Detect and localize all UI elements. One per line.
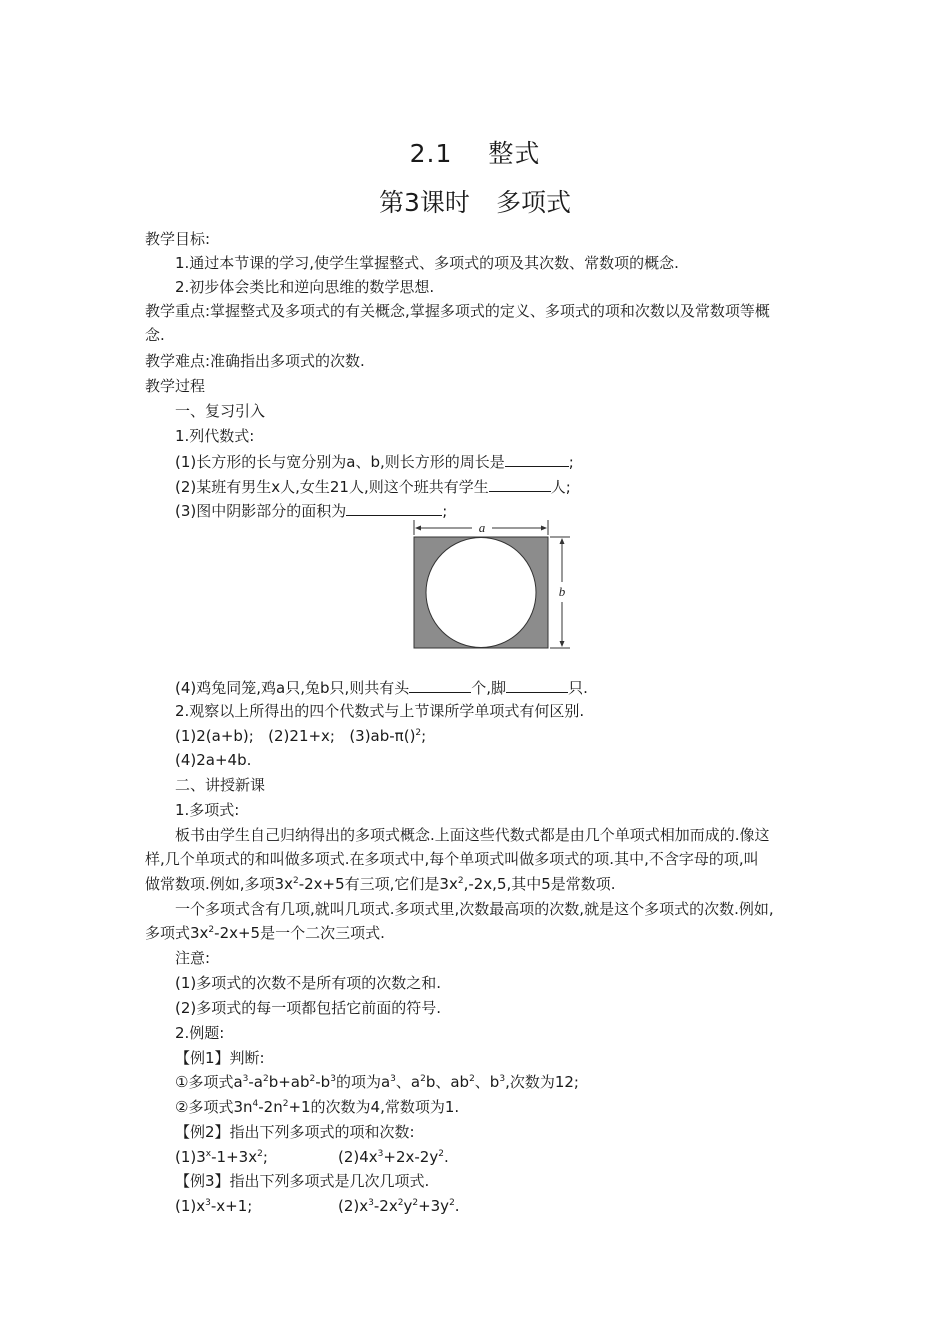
exponent: 2 (412, 1198, 419, 1208)
paragraph-line: 一个多项式含有几项,就叫几项式.多项式里,次数最高项的次数,就是这个多项式的次数.例如, (175, 900, 774, 918)
text-seg: -b (315, 1073, 331, 1091)
text-seg: (2)x (338, 1197, 369, 1215)
text-seg: (1)x (175, 1197, 206, 1215)
text-seg: ,-2x,5,其中5是常数项. (463, 875, 616, 893)
example2-label: 【例2】指出下列多项式的项和次数: (175, 1123, 415, 1141)
exponent: 4 (252, 1099, 259, 1109)
lesson-title (0, 183, 950, 219)
question-end: 只. (568, 679, 588, 697)
text-seg: -1+3x (211, 1148, 258, 1166)
text-seg: -x+1; (210, 1197, 253, 1215)
text-seg: 、b (474, 1073, 500, 1091)
text-seg: ,次数为12; (505, 1073, 579, 1091)
sub2-label: 2.例题: (175, 1024, 225, 1042)
exponent: 3 (499, 1074, 506, 1084)
exponent: 2 (438, 1149, 444, 1159)
label-b: b (558, 584, 566, 599)
text-seg: (2)4x (338, 1148, 378, 1166)
process-label: 教学过程 (145, 377, 206, 395)
text-seg: 多项式3x (145, 924, 209, 942)
exponent: x (205, 1149, 212, 1159)
text-seg: 做常数项.例如,多项3x (145, 875, 293, 893)
text-seg: ②多项式3n (175, 1098, 253, 1116)
answer-blank (346, 500, 442, 516)
q2-text: 2.观察以上所得出的四个代数式与上节课所学单项式有何区别. (175, 702, 585, 720)
question-line (175, 677, 588, 698)
section-number: 2.1 (409, 139, 453, 168)
question-text: (4)鸡兔同笼,鸡a只,兔b只,则共有头 (175, 679, 410, 697)
question-end: 人; (550, 478, 571, 496)
text-seg: +3y (418, 1197, 450, 1215)
exponent: 2 (262, 1074, 269, 1084)
example2-item (175, 1147, 268, 1167)
exponent: 2 (282, 1099, 289, 1109)
label-a: a (478, 520, 486, 535)
example1-item (175, 1097, 459, 1117)
circle-shape (426, 538, 536, 648)
answer-blank (505, 451, 569, 467)
part1-heading: 一、复习引入 (175, 402, 266, 420)
lesson-number: 第3课时 (379, 188, 470, 217)
example2-item (338, 1147, 449, 1167)
exponent: 2 (309, 1074, 316, 1084)
paragraph-line (145, 874, 616, 894)
example3-label: 【例3】指出下列多项式是几次几项式. (175, 1172, 430, 1190)
text-seg: b、ab (425, 1073, 470, 1091)
key-points-line: 教学重点:掌握整式及多项式的有关概念,掌握多项式的定义、多项式的项和次数以及常数项等概 (145, 302, 770, 320)
answer-end: ; (421, 727, 427, 745)
exponent: 2 (397, 1198, 404, 1208)
arrow-head (415, 526, 421, 531)
question-text: (3)图中阴影部分的面积为 (175, 502, 347, 520)
sub1-label: 1.多项式: (175, 801, 240, 819)
text-seg: -2x+5是一个二次三项式. (214, 924, 385, 942)
text-seg: 、a (395, 1073, 421, 1091)
exponent: 2 (292, 876, 299, 886)
paragraph-line: 板书由学生自己归纳得出的多项式概念.上面这些代数式都是由几个单项式相加而成的.像这 (175, 826, 770, 844)
question-line (175, 451, 574, 472)
exponent: 3 (377, 1149, 384, 1159)
exponent: 3 (368, 1198, 374, 1208)
text-seg: ①多项式a (175, 1073, 243, 1091)
text-seg: +2x-2y (383, 1148, 439, 1166)
answer-item: (2)21+x; (268, 727, 335, 745)
exponent: 2 (469, 1074, 475, 1084)
note-item: (2)多项式的每一项都包括它前面的符号. (175, 999, 442, 1017)
text-seg: -2x (373, 1197, 398, 1215)
text-seg: -2n (258, 1098, 283, 1116)
difficulty: 教学难点:准确指出多项式的次数. (145, 352, 365, 370)
answer-item: (3)ab-π() (349, 727, 416, 745)
question-line (175, 500, 447, 521)
goal-item: 1.通过本节课的学习,使学生掌握整式、多项式的项及其次数、常数项的概念. (175, 254, 679, 272)
shaded-area-figure (410, 518, 580, 650)
note-item: (1)多项式的次数不是所有项的次数之和. (175, 974, 442, 992)
goals-label: 教学目标: (145, 230, 211, 248)
lesson-name: 多项式 (495, 188, 571, 217)
exponent: 3 (390, 1074, 396, 1084)
question-end: ; (442, 502, 448, 520)
arrow-head (560, 538, 565, 544)
answers-line (175, 726, 426, 746)
text-seg: b+ab (268, 1073, 310, 1091)
answer-item: (4)2a+4b. (175, 751, 252, 769)
text-seg: (1)3 (175, 1148, 206, 1166)
section-name: 整式 (488, 139, 541, 168)
text-seg: y (403, 1197, 413, 1215)
example1-item (175, 1072, 579, 1092)
example3-item (175, 1196, 252, 1216)
question-line (175, 476, 571, 497)
question-end: ; (568, 453, 574, 471)
exponent: 3 (330, 1074, 336, 1084)
question-text: 个,脚 (471, 679, 507, 697)
question-text: (2)某班有男生x人,女生21人,则这个班共有学生 (175, 478, 489, 496)
text-seg: . (454, 1197, 460, 1215)
answer-blank (409, 677, 471, 693)
exponent: 3 (242, 1074, 249, 1084)
example3-item (338, 1196, 460, 1216)
part2-heading: 二、讲授新课 (175, 776, 266, 794)
text-seg: +1的次数为4,常数项为1. (288, 1098, 460, 1116)
text-seg: ; (262, 1148, 268, 1166)
question-text: (1)长方形的长与宽分别为a、b,则长方形的周长是 (175, 453, 505, 471)
text-seg: -a (248, 1073, 263, 1091)
key-points-line: 念. (145, 326, 165, 344)
text-seg: . (443, 1148, 449, 1166)
exponent: 2 (257, 1149, 263, 1159)
text-seg: 的项为a (335, 1073, 391, 1091)
text-seg: -2x+5有三项,它们是3x (298, 875, 458, 893)
exponent: 2 (208, 925, 215, 935)
note-label: 注意: (175, 949, 211, 967)
exponent: 2 (420, 1074, 426, 1084)
answer-item: (1)2(a+b); (175, 727, 254, 745)
exponent: 3 (205, 1198, 211, 1208)
exponent: 2 (457, 876, 464, 886)
example1-label: 【例1】判断: (175, 1049, 265, 1067)
goal-item: 2.初步体会类比和逆向思维的数学思想. (175, 278, 435, 296)
paragraph-line (145, 923, 385, 943)
answer-blank (506, 677, 568, 693)
exponent: 2 (415, 728, 422, 738)
exponent: 2 (449, 1198, 455, 1208)
paragraph-line: 样,几个单项式的和叫做多项式.在多项式中,每个单项式叫做多项式的项.其中,不含字母的项,叫 (145, 850, 759, 868)
answer-blank (489, 476, 551, 492)
q1-label: 1.列代数式: (175, 427, 255, 445)
arrow-head (541, 526, 547, 531)
section-title (0, 134, 950, 170)
arrow-head (560, 641, 565, 647)
